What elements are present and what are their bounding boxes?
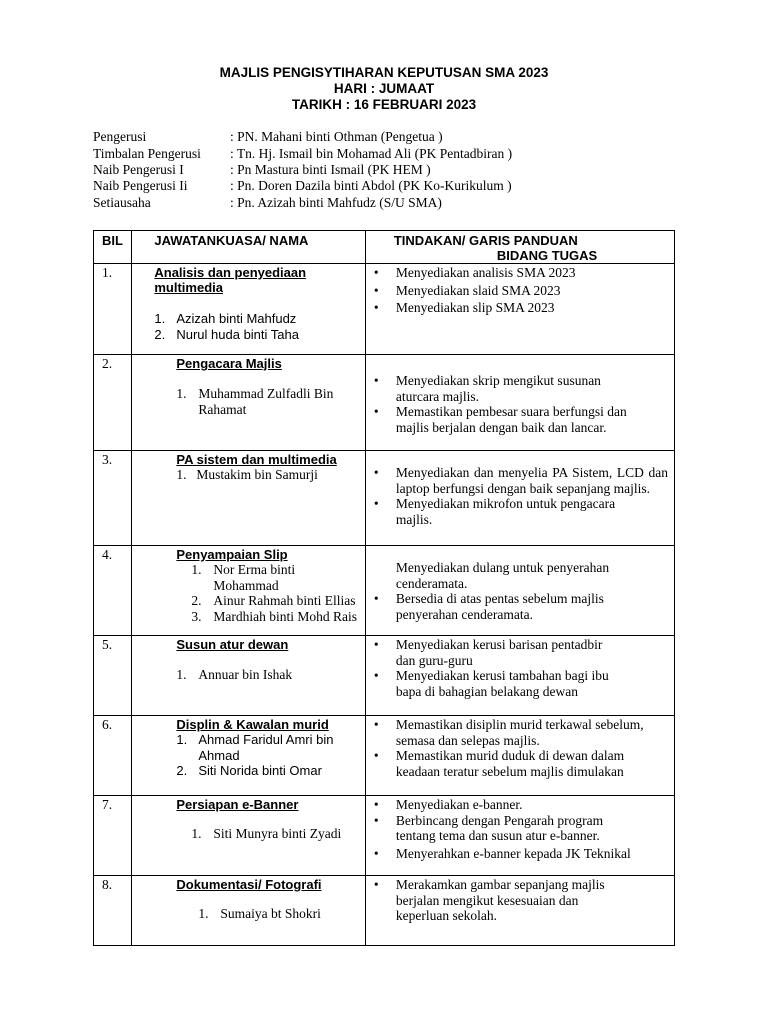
row-number: 4. (94, 546, 132, 636)
official-name: : Pn Mastura binti Ismail (PK HEM ) (230, 162, 431, 177)
member-list (191, 826, 358, 842)
list-item: 1. Ahmad Faridul Amri bin Ahmad (176, 732, 334, 763)
task-list (374, 877, 634, 924)
official-role: Naib Pengerusi Ii (93, 178, 188, 193)
table-row (94, 546, 675, 636)
table-row (94, 796, 675, 876)
list-item: • Menyediakan dan menyelia PA Sistem, LCD dan laptop berfungsi dengan baik sepanjang majlis. (373, 465, 668, 496)
member-list (176, 386, 336, 417)
committee-cell (132, 451, 365, 546)
list-item: 1. Sumaiya bt Shokri (198, 906, 321, 921)
official-role: Pengerusi (93, 129, 147, 144)
committee-title: Susun atur dewan (176, 637, 289, 652)
list-item: • Menyediakan mikrofon untuk pengacara majlis. (373, 496, 616, 527)
list-item: • Menyediakan slip SMA 2023 (373, 300, 555, 315)
row-number: 6. (94, 716, 132, 796)
list-item: • Berbincang dengan Pengarah program tentang tema dan susun atur e-banner. (373, 812, 604, 843)
list-item: • Memastikan disiplin murid terkawal sebelum, semasa dan selepas majlis. (373, 717, 644, 748)
official-role: Timbalan Pengerusi (93, 146, 201, 161)
task-intro: Menyediakan dulang untuk penyerahan cenderamata. (395, 560, 610, 591)
header-tasks-line1: TINDAKAN/ GARIS PANDUAN (393, 233, 578, 248)
member-list (191, 562, 358, 624)
committee-cell (132, 796, 365, 876)
list-item: 2. Siti Norida binti Omar (176, 763, 322, 778)
member-list (176, 732, 352, 779)
list-item: 1. Siti Munyra binti Zyadi (191, 826, 342, 841)
header-tasks-line2: BIDANG TUGAS (496, 248, 598, 263)
document-day: HARI : JUMAAT (333, 81, 435, 96)
list-item: 2. Ainur Rahmah binti Ellias (191, 593, 356, 608)
table-row (94, 716, 675, 796)
tasks-cell (365, 636, 674, 716)
list-item: 3. Mardhiah binti Mohd Rais (191, 608, 357, 624)
list-item: • Menyediakan kerusi tambahan bagi ibu bapa di bahagian belakang dewan (373, 668, 609, 699)
tasks-cell (365, 451, 674, 546)
committee-title: Dokumentasi/ Fotografi (176, 877, 322, 892)
official-row (93, 129, 443, 145)
row-number: 2. (94, 355, 132, 451)
official-name: : Pn. Azizah binti Mahfudz (S/U SMA) (230, 195, 442, 210)
official-name: : PN. Mahani binti Othman (Pengetua ) (230, 129, 443, 144)
list-item: • Menyediakan analisis SMA 2023 (373, 265, 576, 280)
table-row (94, 636, 675, 716)
official-name: : Pn. Doren Dazila binti Abdol (PK Ko-Kurikulum ) (230, 178, 512, 193)
official-role: Naib Pengerusi I (93, 162, 184, 177)
row-number: 3. (94, 451, 132, 546)
task-list (374, 637, 614, 699)
list-item: • Bersedia di atas pentas sebelum majlis penyerahan cenderamata. (373, 591, 604, 622)
tasks-cell (365, 716, 674, 796)
task-list (374, 465, 668, 527)
committee-title: PA sistem dan multimedia (176, 452, 337, 467)
list-item: • Memastikan pembesar suara berfungsi dan majlis berjalan dengan baik dan lancar. (373, 404, 627, 435)
committee-cell (132, 716, 365, 796)
member-list (176, 667, 358, 683)
committee-cell (132, 546, 365, 636)
list-item: 1. Muhammad Zulfadli Bin Rahamat (176, 386, 334, 417)
tasks-cell (365, 546, 674, 636)
official-row (93, 195, 442, 211)
list-item: 1. Annuar bin Ishak (176, 667, 293, 682)
committee-title: Persiapan e-Banner (176, 797, 299, 812)
table-row (94, 264, 675, 355)
official-role: Setiausaha (93, 195, 151, 210)
row-number: 1. (94, 264, 132, 355)
list-item: • Menyediakan skrip mengikut susunan aturcara majlis. (373, 373, 601, 404)
task-list (374, 265, 668, 316)
tasks-cell (365, 264, 674, 355)
row-number: 7. (94, 796, 132, 876)
table-row (94, 876, 675, 946)
list-item: 1. Nor Erma binti Mohammad (191, 562, 296, 593)
list-item: • Merakamkan gambar sepanjang majlis berjalan mengikut kesesuaian dan keperluan sekolah. (373, 877, 605, 923)
committee-cell (132, 876, 365, 946)
committee-cell (132, 636, 365, 716)
task-list (374, 591, 634, 622)
official-name: : Tn. Hj. Ismail bin Mohamad Ali (PK Pentadbiran ) (230, 146, 513, 161)
tasks-cell (365, 796, 674, 876)
row-number: 5. (94, 636, 132, 716)
tasks-cell (365, 355, 674, 451)
list-item: 2. Nurul huda binti Taha (154, 326, 299, 342)
list-item: • Menyediakan kerusi barisan pentadbir dan guru-guru (373, 637, 603, 668)
committee-title: Penyampaian Slip (176, 547, 288, 562)
official-row (93, 146, 512, 162)
committee-title: Displin & Kawalan murid (176, 717, 329, 732)
list-item: • Menyerahkan e-banner kepada JK Teknikal (373, 845, 631, 861)
table-row (94, 355, 675, 451)
list-item: • Menyediakan slaid SMA 2023 (373, 282, 561, 298)
header-bil: BIL (94, 231, 132, 264)
header-tasks (365, 231, 674, 264)
table-row (94, 451, 675, 546)
document-title: MAJLIS PENGISYTIHARAN KEPUTUSAN SMA 2023 (219, 65, 549, 80)
row-number: 8. (94, 876, 132, 946)
committee-table (93, 230, 675, 946)
task-list (374, 797, 646, 861)
committee-cell (132, 355, 365, 451)
committee-title: Analisis dan penyediaan multimedia (154, 265, 307, 295)
member-list (198, 906, 358, 922)
task-list (374, 373, 634, 435)
list-item: • Menyediakan e-banner. (373, 797, 523, 812)
list-item: 1. Azizah binti Mahfudz (154, 311, 297, 326)
list-item: 1. Mustakim bin Samurji (176, 467, 318, 482)
official-row (93, 162, 431, 178)
committee-title: Pengacara Majlis (176, 356, 282, 371)
member-list (154, 311, 358, 342)
member-list (176, 467, 358, 483)
table-header-row (94, 231, 675, 264)
task-list (374, 717, 646, 779)
document-date: TARIKH : 16 FEBRUARI 2023 (291, 97, 477, 112)
tasks-cell (365, 876, 674, 946)
official-row (93, 178, 512, 194)
committee-cell (132, 264, 365, 355)
header-committee: JAWATANKUASA/ NAMA (132, 231, 365, 264)
list-item: • Memastikan murid duduk di dewan dalam keadaan teratur sebelum majlis dimulakan (373, 748, 625, 779)
